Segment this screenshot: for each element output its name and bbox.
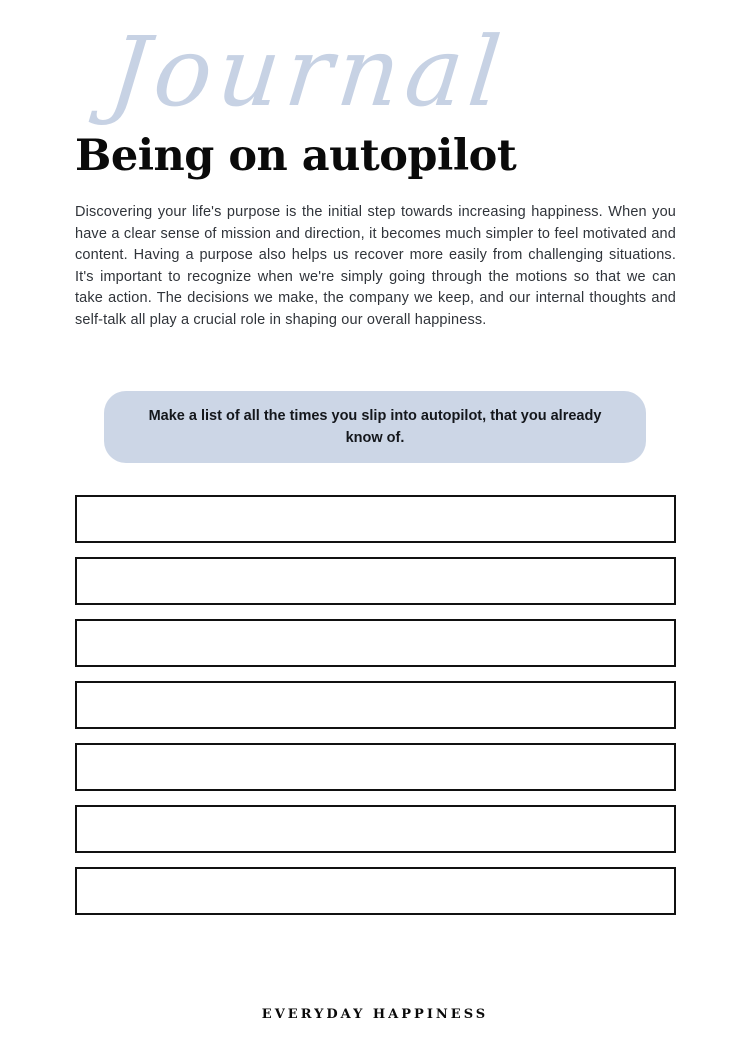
answer-line-6[interactable] [75,805,676,853]
prompt-callout: Make a list of all the times you slip into autopilot, that you already know of. [104,391,646,463]
page-title: Being on autopilot [75,131,517,181]
intro-paragraph: Discovering your life's purpose is the initial step towards increasing happiness. When you have a clear sense of mission and direction, it becomes much simpler to feel motivated and content. Having a purpose also helps us recover more easily from challenging situations. It's important to recognize when we're simply going through the motions so that we can take action. The decisions we make, the company we keep, and our internal thoughts and self-talk all play a crucial role in shaping our overall happiness. [75,204,676,328]
answer-line-7[interactable] [75,867,676,915]
footer-brand: EVERYDAY HAPPINESS [261,1007,489,1022]
journal-script-decoration: Journal [104,16,512,128]
answer-line-1[interactable] [75,495,676,543]
answer-line-2[interactable] [75,557,676,605]
answer-line-4[interactable] [75,681,676,729]
answer-line-3[interactable] [75,619,676,667]
answer-lines [75,495,676,929]
answer-line-5[interactable] [75,743,676,791]
